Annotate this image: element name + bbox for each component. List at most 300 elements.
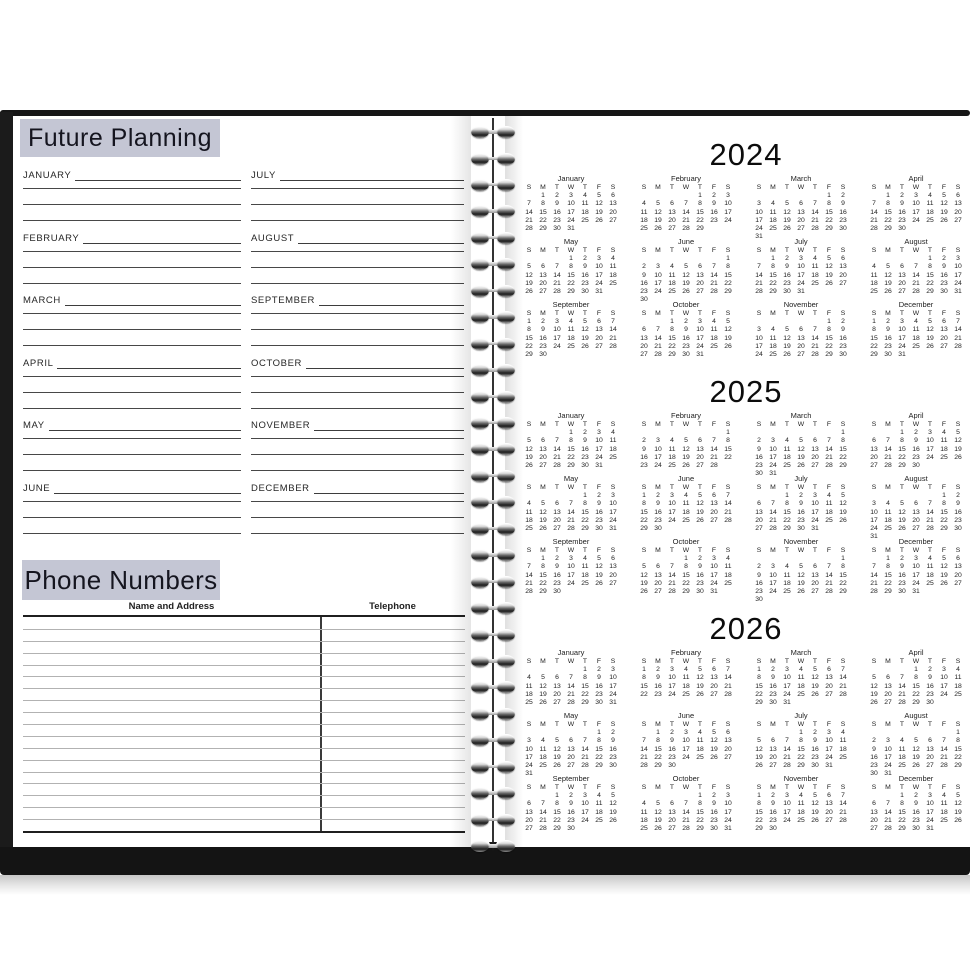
blank-cell — [794, 556, 808, 563]
date-cell: 6 — [555, 674, 559, 682]
date-cell: 20 — [926, 753, 934, 761]
date-cell: 6 — [942, 318, 946, 326]
day-of-week-header: W — [567, 484, 575, 491]
date-cell: 22 — [682, 579, 690, 587]
date-cell: 6 — [656, 563, 660, 571]
date-cell: 25 — [783, 461, 791, 469]
blank-cell — [522, 730, 536, 737]
date-cell: 16 — [912, 445, 920, 453]
ruled-line — [251, 438, 464, 439]
date-cell: 6 — [757, 500, 761, 508]
date-cell: 12 — [640, 571, 648, 579]
date-cell: 20 — [839, 271, 847, 279]
mini-calendar-december-2025 — [867, 537, 965, 598]
binding-ring — [464, 629, 522, 642]
date-grid — [522, 722, 620, 778]
date-cell: 1 — [698, 192, 702, 200]
blank-cell — [780, 430, 794, 437]
day-of-week-header: S — [840, 484, 846, 491]
date-cell: 13 — [769, 745, 777, 753]
date-cell: 12 — [553, 745, 561, 753]
date-cell: 10 — [769, 571, 777, 579]
day-of-week-header: T — [582, 658, 588, 665]
ruled-line — [23, 345, 241, 346]
day-of-week-header: S — [955, 484, 961, 491]
date-cell: 18 — [696, 745, 704, 753]
date-cell: 11 — [595, 800, 603, 808]
date-cell: 27 — [539, 461, 547, 469]
blank-cell — [923, 493, 937, 500]
date-cell: 25 — [940, 453, 948, 461]
date-cell: 16 — [567, 808, 575, 816]
date-cell: 27 — [954, 579, 962, 587]
date-cell: 22 — [595, 753, 603, 761]
binding-ring-right-loop — [497, 602, 515, 614]
date-cell: 28 — [898, 698, 906, 706]
date-cell: 17 — [682, 745, 690, 753]
date-cell: 29 — [595, 761, 603, 769]
date-cell: 12 — [539, 508, 547, 516]
future-planning-month-may — [23, 418, 241, 481]
date-cell: 19 — [595, 571, 603, 579]
date-cell: 28 — [710, 461, 718, 469]
date-cell: 30 — [912, 461, 920, 469]
date-cell: 11 — [525, 682, 533, 690]
date-cell: 30 — [811, 761, 819, 769]
date-cell: 11 — [954, 674, 962, 682]
date-cell: 24 — [870, 524, 878, 532]
date-cell: 22 — [724, 279, 732, 287]
date-cell: 10 — [755, 208, 763, 216]
date-cell: 27 — [654, 587, 662, 595]
month-name: June — [677, 711, 695, 720]
month-label: FEBRUARY — [23, 232, 80, 244]
year-calendar-blocks — [522, 136, 970, 847]
date-cell: 5 — [886, 263, 890, 271]
date-cell: 21 — [783, 753, 791, 761]
ruled-line — [54, 493, 241, 494]
date-cell: 28 — [755, 287, 763, 295]
date-cell: 2 — [914, 429, 918, 437]
date-cell: 19 — [870, 690, 878, 698]
blank-cell — [895, 730, 909, 737]
date-cell: 29 — [581, 524, 589, 532]
date-cell: 21 — [567, 516, 575, 524]
date-cell: 26 — [696, 516, 704, 524]
date-cell: 28 — [825, 587, 833, 595]
date-cell: 20 — [539, 279, 547, 287]
date-cell: 26 — [811, 816, 819, 824]
date-cell: 26 — [912, 761, 920, 769]
date-cell: 29 — [755, 698, 763, 706]
planner-cover-left-edge — [0, 112, 13, 852]
date-cell: 26 — [654, 824, 662, 832]
binding-ring — [464, 840, 522, 853]
blank-cell — [522, 256, 536, 263]
blank-cell — [937, 730, 951, 737]
day-of-week-header: S — [610, 484, 616, 491]
date-cell: 26 — [926, 342, 934, 350]
date-cell: 27 — [940, 342, 948, 350]
date-cell: 29 — [884, 224, 892, 232]
date-cell: 16 — [581, 271, 589, 279]
date-cell: 23 — [912, 816, 920, 824]
ruled-line — [23, 724, 465, 725]
date-cell: 5 — [785, 326, 789, 334]
day-of-week-header: S — [526, 421, 532, 428]
day-of-week-header: T — [812, 184, 818, 191]
month-name: August — [904, 474, 928, 483]
date-cell: 24 — [912, 579, 920, 587]
mini-calendar-january-2024 — [522, 174, 620, 235]
date-cell: 12 — [654, 808, 662, 816]
date-cell: 22 — [884, 579, 892, 587]
date-cell: 23 — [609, 753, 617, 761]
blank-cell — [881, 493, 895, 500]
date-cell: 29 — [839, 587, 847, 595]
binding-ring-left-loop — [471, 232, 489, 244]
date-cell: 7 — [583, 737, 587, 745]
date-cell: 27 — [609, 579, 617, 587]
date-cell: 6 — [670, 800, 674, 808]
day-of-week-header: T — [554, 484, 560, 491]
ruled-line — [23, 807, 465, 808]
day-of-week-header: S — [871, 184, 877, 191]
date-cell: 26 — [682, 461, 690, 469]
ruled-line — [23, 376, 241, 377]
date-cell: 18 — [640, 816, 648, 824]
date-cell: 29 — [884, 587, 892, 595]
date-cell: 8 — [956, 737, 960, 745]
day-of-week-header: S — [610, 184, 616, 191]
date-cell: 5 — [656, 200, 660, 208]
blank-cell — [665, 256, 679, 263]
date-grid — [867, 785, 965, 833]
date-cell: 6 — [928, 737, 932, 745]
binding-ring — [464, 470, 522, 483]
date-cell: 19 — [539, 690, 547, 698]
date-cell: 25 — [954, 690, 962, 698]
binding-ring-left-loop — [471, 523, 489, 535]
date-cell: 31 — [954, 287, 962, 295]
date-cell: 20 — [769, 753, 777, 761]
day-of-week-header: T — [554, 658, 560, 665]
date-cell: 24 — [884, 761, 892, 769]
day-of-week-header: S — [840, 247, 846, 254]
date-cell: 1 — [914, 666, 918, 674]
date-cell: 13 — [797, 208, 805, 216]
date-cell: 27 — [710, 690, 718, 698]
blank-cell — [679, 793, 693, 800]
date-grid — [867, 659, 965, 707]
date-cell: 21 — [870, 579, 878, 587]
day-of-week-header: W — [682, 484, 690, 491]
day-of-week-header: T — [899, 547, 905, 554]
day-of-week-header: S — [725, 547, 731, 554]
future-planning-month-january — [23, 168, 241, 231]
date-grid — [522, 548, 620, 596]
date-grid — [637, 311, 735, 359]
binding-ring-right-loop — [497, 576, 515, 588]
date-cell: 5 — [642, 563, 646, 571]
date-cell: 3 — [698, 318, 702, 326]
date-cell: 20 — [755, 516, 763, 524]
day-of-week-header: F — [826, 247, 832, 254]
date-cell: 25 — [567, 342, 575, 350]
day-of-week-header: F — [596, 658, 602, 665]
date-grid — [867, 185, 965, 233]
ruled-line — [57, 368, 241, 369]
date-cell: 24 — [940, 690, 948, 698]
ruled-line — [23, 712, 465, 713]
planner-drop-shadow — [0, 875, 970, 895]
date-grid — [752, 311, 850, 359]
day-of-week-header: W — [912, 247, 920, 254]
day-of-week-header: M — [885, 484, 891, 491]
date-cell: 4 — [841, 729, 845, 737]
day-of-week-header: S — [641, 184, 647, 191]
day-of-week-header: T — [899, 310, 905, 317]
date-cell: 25 — [898, 761, 906, 769]
date-cell: 4 — [956, 666, 960, 674]
day-of-week-header: T — [899, 784, 905, 791]
date-cell: 27 — [595, 342, 603, 350]
binding-ring-left-loop — [471, 576, 489, 588]
date-cell: 2 — [555, 192, 559, 200]
date-cell: 14 — [839, 800, 847, 808]
date-cell: 24 — [724, 216, 732, 224]
date-cell: 30 — [954, 524, 962, 532]
binding-ring-left-loop — [471, 153, 489, 165]
date-cell: 19 — [640, 579, 648, 587]
date-cell: 10 — [870, 508, 878, 516]
date-cell: 14 — [870, 571, 878, 579]
date-cell: 23 — [710, 216, 718, 224]
date-cell: 7 — [900, 674, 904, 682]
day-of-week-header: T — [812, 310, 818, 317]
date-cell: 22 — [696, 816, 704, 824]
date-cell: 13 — [640, 334, 648, 342]
date-cell: 17 — [926, 445, 934, 453]
ruled-line — [23, 313, 241, 314]
month-label: JANUARY — [23, 170, 72, 181]
date-cell: 2 — [872, 737, 876, 745]
date-cell: 12 — [581, 326, 589, 334]
ruled-line — [298, 243, 464, 244]
date-cell: 16 — [553, 208, 561, 216]
date-cell: 24 — [926, 453, 934, 461]
date-cell: 2 — [841, 192, 845, 200]
date-cell: 7 — [569, 500, 573, 508]
day-of-week-header: T — [812, 784, 818, 791]
date-cell: 28 — [710, 287, 718, 295]
date-cell: 9 — [569, 800, 573, 808]
day-of-week-header: W — [797, 721, 805, 728]
date-grid — [637, 659, 735, 698]
month-label: SEPTEMBER — [251, 295, 315, 306]
binding-ring — [464, 496, 522, 509]
mini-calendar-november-2025 — [752, 537, 850, 604]
date-cell: 17 — [825, 745, 833, 753]
date-cell: 8 — [698, 200, 702, 208]
day-of-week-header: F — [941, 310, 947, 317]
blank-cell — [651, 256, 665, 263]
date-cell: 20 — [696, 453, 704, 461]
date-cell: 9 — [799, 500, 803, 508]
month-heading — [251, 481, 464, 494]
date-cell: 16 — [682, 334, 690, 342]
date-cell: 23 — [567, 816, 575, 824]
date-cell: 3 — [928, 429, 932, 437]
date-cell: 23 — [539, 342, 547, 350]
date-cell: 16 — [870, 753, 878, 761]
date-cell: 27 — [696, 461, 704, 469]
day-of-week-header: T — [697, 421, 703, 428]
day-of-week-header: M — [770, 184, 776, 191]
blank-cell — [808, 193, 822, 200]
date-cell: 13 — [668, 808, 676, 816]
blank-cell — [780, 193, 794, 200]
date-cell: 10 — [926, 800, 934, 808]
date-cell: 19 — [609, 808, 617, 816]
blank-cell — [637, 430, 651, 437]
date-cell: 24 — [595, 279, 603, 287]
date-cell: 22 — [724, 453, 732, 461]
date-cell: 27 — [797, 224, 805, 232]
day-of-week-header: M — [770, 547, 776, 554]
month-heading — [23, 356, 241, 369]
day-of-week-header: T — [899, 184, 905, 191]
date-cell: 30 — [567, 824, 575, 832]
binding-ring-left-loop — [471, 285, 489, 297]
day-of-week-header: T — [927, 784, 933, 791]
day-of-week-header: W — [567, 310, 575, 317]
ruled-line — [23, 533, 241, 534]
binding-ring — [464, 391, 522, 404]
date-cell: 7 — [956, 318, 960, 326]
date-cell: 25 — [581, 579, 589, 587]
mini-calendar-february-2026 — [637, 648, 735, 709]
date-cell: 25 — [926, 216, 934, 224]
date-cell: 21 — [825, 579, 833, 587]
date-cell: 24 — [755, 350, 763, 358]
binding-ring-left-loop — [471, 496, 489, 508]
month-label: JULY — [251, 170, 276, 181]
date-cell: 9 — [555, 200, 559, 208]
date-cell: 31 — [870, 533, 878, 541]
day-of-week-header: T — [899, 247, 905, 254]
day-of-week-header: M — [885, 310, 891, 317]
spiral-binding — [464, 118, 522, 848]
blank-cell — [665, 793, 679, 800]
date-cell: 20 — [567, 753, 575, 761]
date-cell: 29 — [825, 350, 833, 358]
month-name: February — [670, 174, 701, 183]
month-name: June — [677, 237, 695, 246]
month-heading — [23, 481, 241, 494]
date-cell: 18 — [940, 445, 948, 453]
blank-cell — [651, 319, 665, 326]
future-planning-column-jul-dec — [251, 168, 464, 543]
date-cell: 7 — [771, 500, 775, 508]
day-of-week-header: S — [840, 784, 846, 791]
date-cell: 10 — [553, 326, 561, 334]
date-cell: 18 — [682, 682, 690, 690]
date-cell: 20 — [954, 571, 962, 579]
blank-cell — [822, 430, 836, 437]
day-of-week-header: T — [554, 721, 560, 728]
date-grid — [637, 485, 735, 533]
date-cell: 25 — [525, 524, 533, 532]
date-cell: 4 — [799, 666, 803, 674]
day-of-week-header: F — [711, 421, 717, 428]
date-cell: 1 — [698, 792, 702, 800]
day-of-week-header: T — [554, 547, 560, 554]
blank-cell — [522, 793, 536, 800]
blank-cell — [808, 319, 822, 326]
date-cell: 2 — [757, 437, 761, 445]
date-cell: 6 — [611, 555, 615, 563]
date-cell: 11 — [884, 508, 892, 516]
date-cell: 31 — [884, 770, 892, 778]
date-cell: 28 — [525, 587, 533, 595]
date-cell: 30 — [755, 470, 763, 478]
date-cell: 7 — [886, 437, 890, 445]
date-cell: 15 — [682, 571, 690, 579]
date-cell: 25 — [912, 342, 920, 350]
day-of-week-header: S — [756, 784, 762, 791]
date-cell: 26 — [724, 342, 732, 350]
day-of-week-header: S — [725, 421, 731, 428]
date-cell: 7 — [684, 200, 688, 208]
future-planning-month-july — [251, 168, 464, 231]
binding-ring — [464, 443, 522, 456]
date-cell: 3 — [726, 192, 730, 200]
date-cell: 29 — [912, 698, 920, 706]
date-grid — [637, 185, 735, 233]
date-cell: 18 — [926, 208, 934, 216]
date-cell: 9 — [656, 674, 660, 682]
date-cell: 17 — [710, 571, 718, 579]
date-cell: 31 — [710, 587, 718, 595]
day-of-week-header: T — [812, 421, 818, 428]
date-cell: 7 — [555, 263, 559, 271]
date-cell: 8 — [583, 674, 587, 682]
date-cell: 1 — [886, 192, 890, 200]
date-cell: 29 — [724, 287, 732, 295]
date-cell: 8 — [569, 437, 573, 445]
date-cell: 17 — [769, 579, 777, 587]
phone-table-header-name-address: Name and Address — [128, 601, 215, 612]
date-grid — [867, 311, 965, 359]
ruled-line — [251, 267, 464, 268]
date-cell: 27 — [898, 287, 906, 295]
date-cell: 17 — [567, 571, 575, 579]
date-cell: 29 — [553, 824, 561, 832]
date-cell: 24 — [668, 690, 676, 698]
day-of-week-header: F — [941, 547, 947, 554]
date-cell: 30 — [696, 587, 704, 595]
date-cell: 1 — [900, 792, 904, 800]
binding-ring-left-loop — [471, 417, 489, 429]
date-cell: 23 — [668, 753, 676, 761]
mini-calendar-december-2026 — [867, 774, 965, 835]
ruled-line — [251, 470, 464, 471]
date-cell: 30 — [912, 824, 920, 832]
date-cell: 3 — [656, 263, 660, 271]
ruled-line — [251, 188, 464, 189]
date-cell: 20 — [710, 508, 718, 516]
